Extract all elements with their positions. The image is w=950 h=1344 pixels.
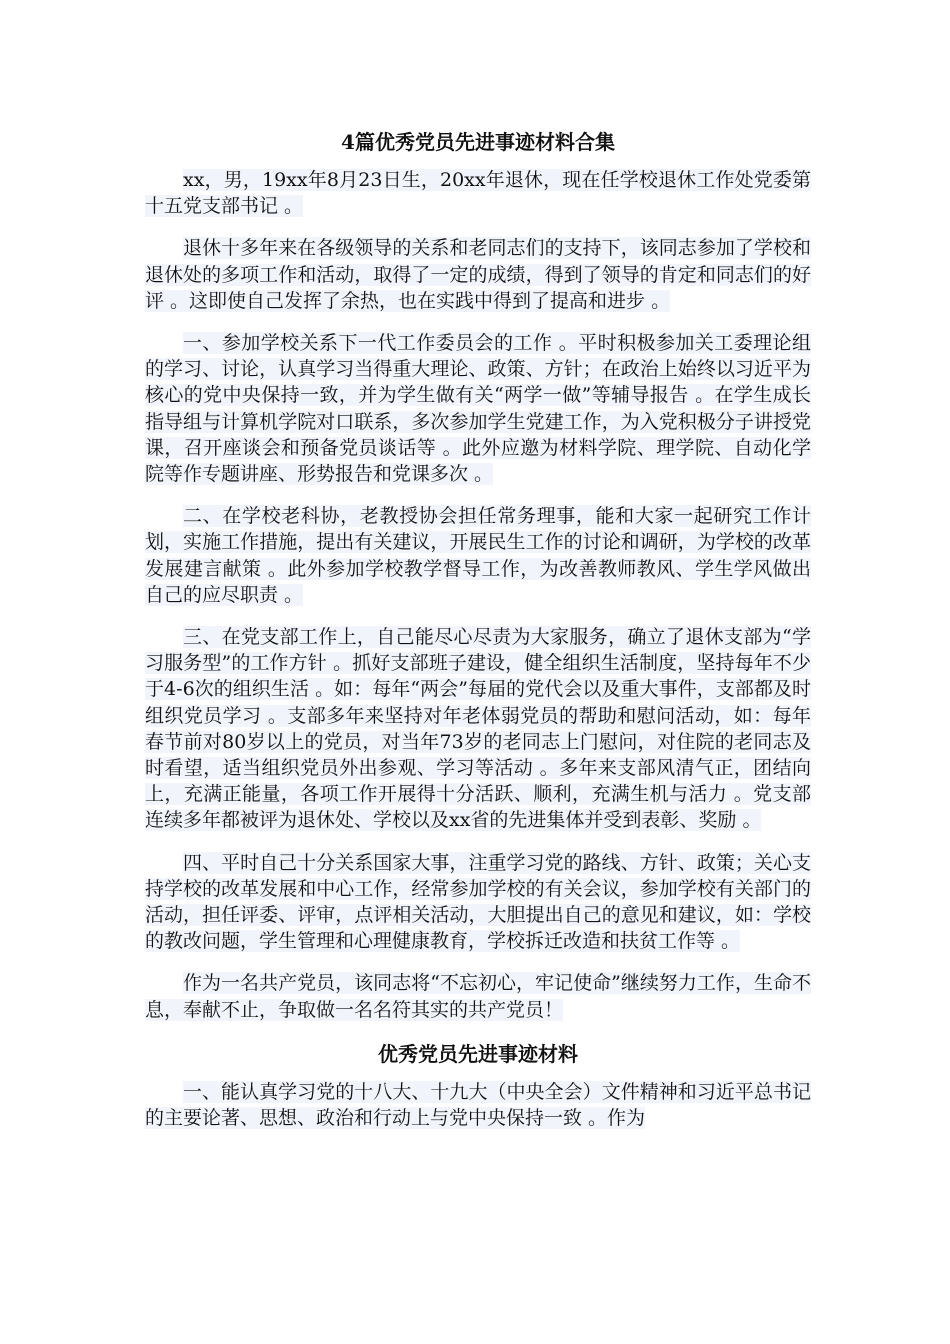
paragraph — [145, 624, 811, 834]
paragraph — [145, 330, 811, 487]
document-title: 4篇优秀党员先进事迹材料合集 — [341, 130, 615, 154]
paragraph — [145, 503, 811, 608]
paragraph-text: 退休十多年来在各级领导的关系和老同志们的支持下，该同志参加了学校和退休处的多项工作和活动，取得了一定的成绩，得到了领导的肯定和同志们的好评 。这即使自己发挥了余热，也在实践中得到了提高和进步 。 — [145, 237, 811, 312]
paragraph — [145, 235, 811, 314]
document-body — [145, 127, 811, 1147]
paragraph-text: 三、在党支部工作上，自己能尽心尽责为大家服务，确立了退休支部为“学习服务型”的工作方针 。抓好支部班子建设，健全组织生活制度，坚持每年不少于4-6次的组织生活 。如：每年“两会”每届的党代会以及重大事件，支部都及时组织党员学习 。支部多年来坚持对年老体弱党员的帮助和慰问活动，如：每年春节前对80岁以上的党员，对当年73岁的老同志上门慰问，对住院的老同志及时看望，适当组织党员外出参观、学习等活动 。多年来支部风清气正，团结向上，充满正能量，各项工作开展得十分活跃、顺利，充满生机与活力 。党支部连续多年都被评为退休处、学校以及xx省的先进集体并受到表彰、奖励 。 — [145, 626, 811, 832]
paragraph-text: 二、在学校老科协，老教授协会担任常务理事，能和大家一起研究工作计划，实施工作措施，提出有关建议，开展民生工作的讨论和调研，为学校的改革发展建言献策 。此外参加学校教学督导工作，为改善教师教风、学生学风做出自己的应尽职责 。 — [145, 505, 811, 606]
paragraph-text: 作为一名共产党员，该同志将“不忘初心，牢记使命”继续努力工作，生命不息，奉献不止，争取做一名名符其实的共产党员！ — [145, 972, 811, 1021]
section-title: 优秀党员先进事迹材料 — [378, 1041, 578, 1066]
paragraph — [145, 850, 811, 955]
paragraph-text: 一、能认真学习党的十八大、十九大（中央全会）文件精神和习近平总书记的主要论著、思想、政治和行动上与党中央保持一致 。作为 — [145, 1080, 811, 1130]
paragraph — [145, 167, 811, 219]
paragraph-text: 四、平时自己十分关系国家大事，注重学习党的路线、方针、政策；关心支持学校的改革发展和中心工作，经常参加学校的有关会议，参加学校有关部门的活动，担任评委、评审，点评相关活动，大胆提出自己的意见和建议，如：学校的教改问题，学生管理和心理健康教育，学校拆迁改造和扶贫工作等 。 — [145, 851, 811, 953]
paragraph — [145, 970, 811, 1022]
paragraph-text: 一、参加学校关系下一代工作委员会的工作 。平时积极参加关工委理论组的学习、讨论，认真学习当得重大理论、政策、方针；在政治上始终以习近平为核心的党中央保持一致，并为学生做有关“两学一做”等辅导报告 。在学生成长指导组与计算机学院对口联系，多次参加学生党建工作，为入党积极分子讲授党课，召开座谈会和预备党员谈话等 。此外应邀为材料学院、理学院、自动化学院等作专题讲座、形势报告和党课多次 。 — [145, 332, 811, 486]
paragraph-text: xx，男，19xx年8月23日生，20xx年退休，现在任学校退休工作处党委第十五党支部书记 。 — [145, 169, 811, 218]
paragraph — [145, 1079, 811, 1131]
